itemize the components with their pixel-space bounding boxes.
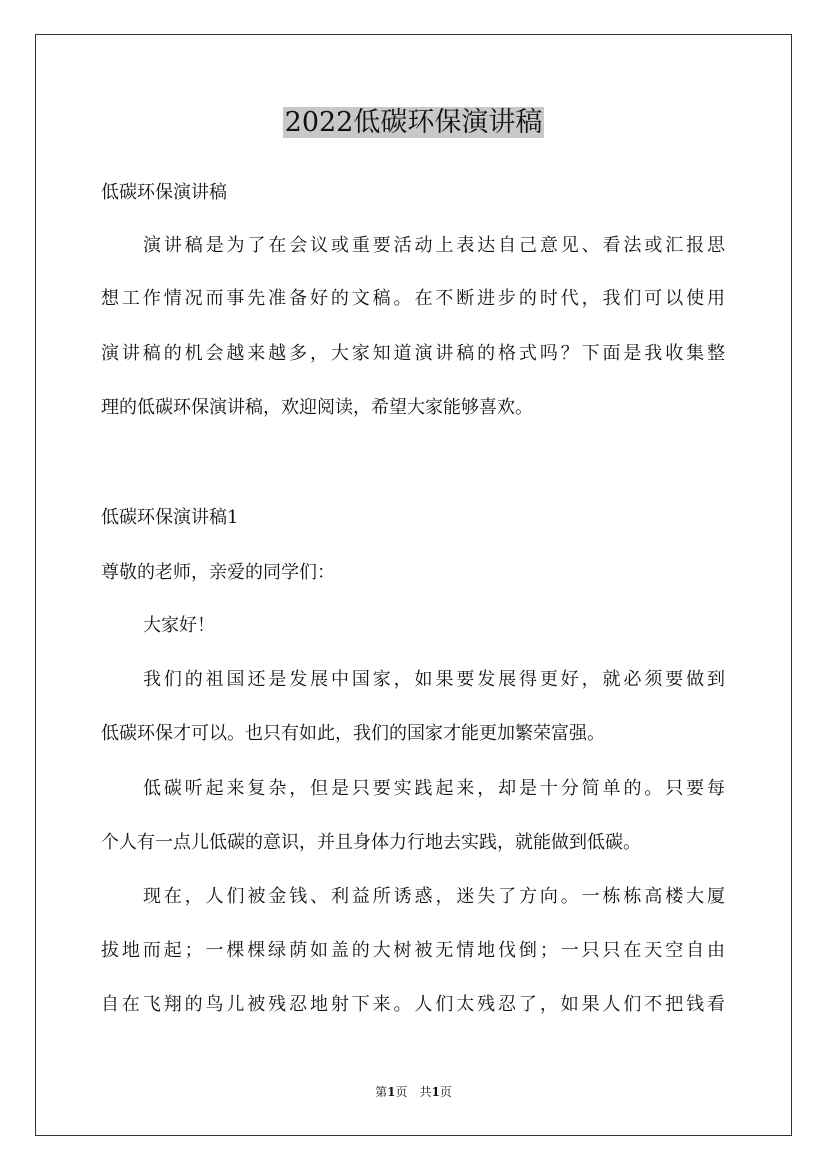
body-line: 我们的祖国还是发展中国家，如果要发展得更好，就必须要做到 (143, 669, 725, 690)
footer-text: 第 (375, 1085, 388, 1099)
salutation: 尊敬的老师，亲爱的同学们： (101, 562, 335, 583)
intro-line: 理的低碳环保演讲稿，欢迎阅读，希望大家能够喜欢。 (101, 397, 533, 418)
footer-text: 页 (439, 1085, 452, 1099)
body-line: 低碳环保才可以。也只有如此，我们的国家才能更加繁荣富强。 (101, 723, 605, 744)
body-line: 自在飞翔的鸟儿被残忍地射下来。人们太残忍了，如果人们不把钱看 (101, 994, 725, 1015)
speech-heading: 低碳环保演讲稿1 (101, 507, 239, 528)
body-line: 个人有一点儿低碳的意识，并且身体力行地去实践，就能做到低碳。 (101, 832, 641, 853)
page-footer (0, 1084, 827, 1100)
footer-page-total: 1 (431, 1085, 440, 1099)
section-heading: 低碳环保演讲稿 (101, 182, 227, 203)
body-line: 低碳听起来复杂，但是只要实践起来，却是十分简单的。只要每 (143, 778, 725, 799)
body-line: 现在，人们被金钱、利益所诱惑，迷失了方向。一栋栋高楼大厦 (143, 886, 725, 907)
body-line: 拔地而起；一棵棵绿荫如盖的大树被无情地伐倒；一只只在天空自由 (101, 940, 725, 961)
intro-line: 想工作情况而事先准备好的文稿。在不断进步的时代，我们可以使用 (101, 288, 725, 309)
document-title (0, 104, 827, 142)
footer-page-number: 1 (387, 1085, 396, 1099)
intro-line: 演讲稿是为了在会议或重要活动上表达自己意见、看法或汇报思 (143, 235, 725, 256)
document-title-text: 2022低碳环保演讲稿 (284, 107, 543, 138)
footer-text: 页 共 (395, 1085, 432, 1099)
greeting: 大家好！ (143, 615, 215, 636)
intro-line: 演讲稿的机会越来越多，大家知道演讲稿的格式吗？下面是我收集整 (101, 343, 725, 364)
